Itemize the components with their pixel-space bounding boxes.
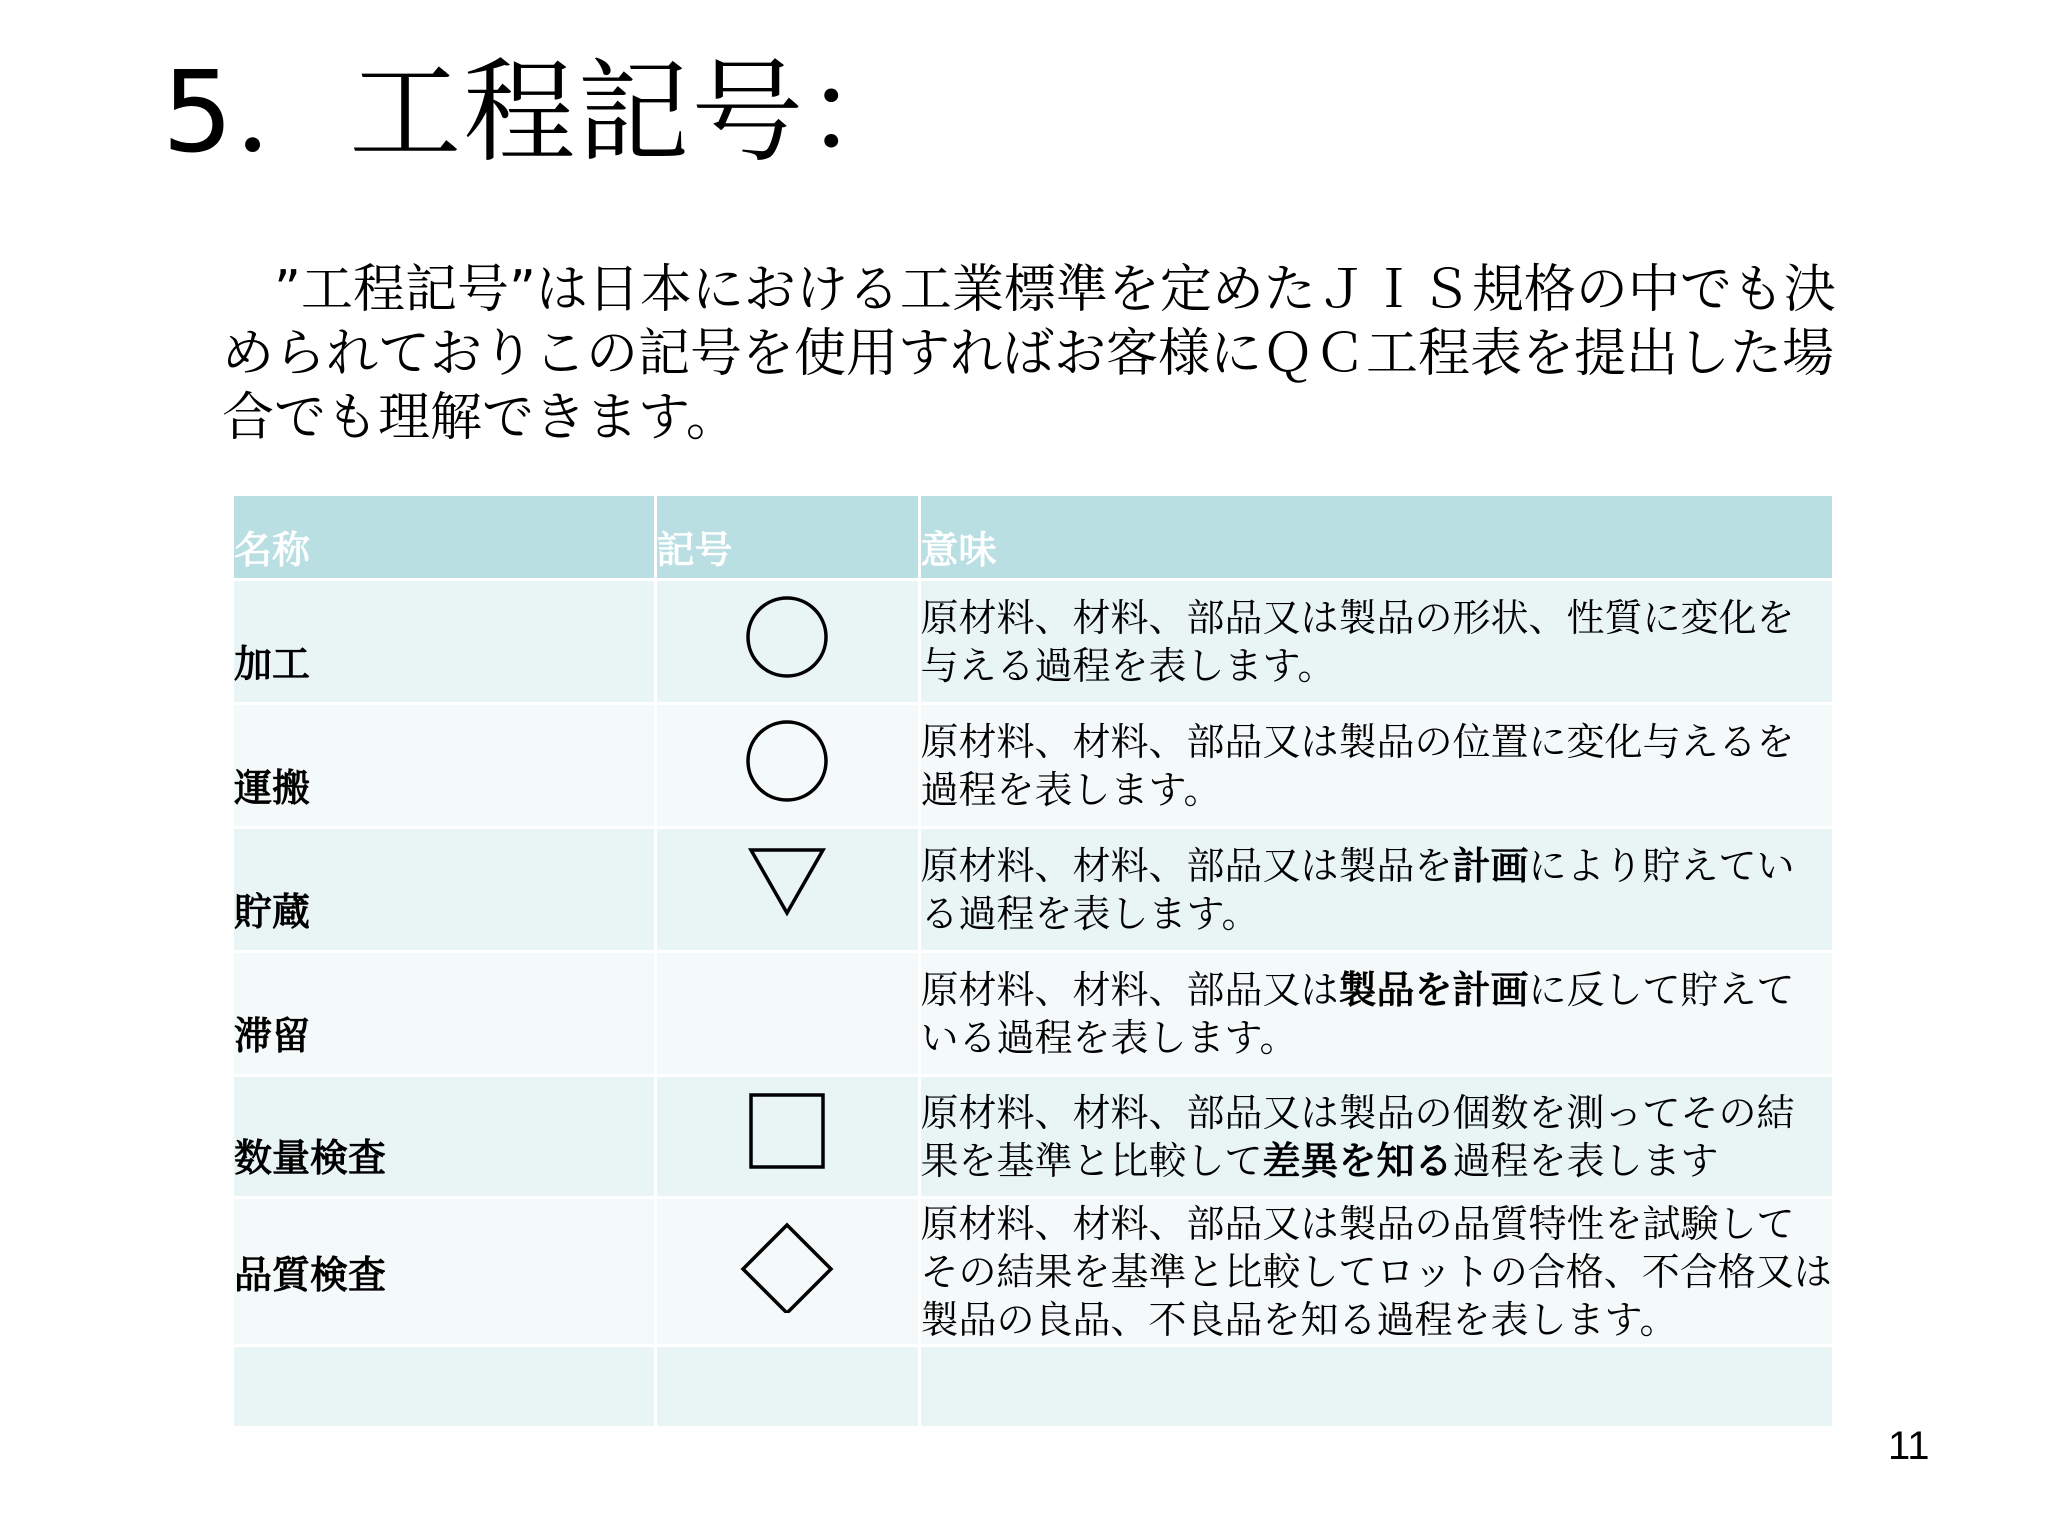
table-header-row	[234, 496, 1832, 580]
header-symbol: 記号	[655, 496, 919, 580]
process-name: 加工	[234, 580, 655, 704]
process-symbol	[655, 828, 919, 952]
table-row	[234, 1346, 1832, 1428]
process-symbol	[655, 1346, 919, 1428]
process-meaning	[919, 952, 1832, 1076]
process-name: 運搬	[234, 704, 655, 828]
process-name: 品質検査	[234, 1198, 655, 1346]
meaning-text: 原材料、材料、部品又は製品の位置に変化与えるを過程を表します。	[920, 719, 1795, 812]
table-row	[234, 1076, 1832, 1198]
process-symbol	[655, 704, 919, 828]
meaning-text: 原材料、材料、部品又は製品の品質特性を試験してその結果を基準と比較してロットの合格、不合格又は製品の良品、不良品を知る過程を表します。	[920, 1201, 1832, 1342]
process-name: 貯蔵	[234, 828, 655, 952]
process-symbol	[655, 1076, 919, 1198]
table-row	[234, 952, 1832, 1076]
table-row	[234, 580, 1832, 704]
process-meaning	[919, 828, 1832, 952]
meaning-emphasis: 計画	[1452, 843, 1529, 888]
meaning-text: 原材料、材料、部品又は	[920, 967, 1339, 1012]
table-row	[234, 1198, 1832, 1346]
meaning-emphasis: 差異を知る	[1262, 1138, 1453, 1183]
process-meaning	[919, 1346, 1832, 1428]
process-meaning	[919, 704, 1832, 828]
slide-title: 5．工程記号：	[162, 48, 920, 178]
table-row	[234, 828, 1832, 952]
meaning-emphasis: 製品を計画	[1338, 967, 1529, 1012]
circle-icon	[737, 713, 837, 813]
process-name: 滞留	[234, 952, 655, 1076]
header-name: 名称	[234, 496, 655, 580]
down-triangle-icon	[737, 837, 837, 937]
meaning-text: により貯えている過程を表します。	[920, 843, 1795, 936]
meaning-text: 過程を表します	[1452, 1138, 1719, 1183]
meaning-text: 原材料、材料、部品又は製品の形状、性質に変化を与える過程を表します。	[920, 595, 1795, 688]
process-symbol	[655, 1198, 919, 1346]
table-row	[234, 704, 1832, 828]
intro-text: ”工程記号”は日本における工業標準を定めたＪＩＳ規格の中でも決められておりこの記号を使用すればお客様にＱＣ工程表を提出した場合でも理解できます。	[222, 260, 1836, 448]
process-name: 数量検査	[234, 1076, 655, 1198]
process-symbol	[655, 580, 919, 704]
process-symbol-table	[234, 496, 1832, 1429]
process-name	[234, 1346, 655, 1428]
process-symbol	[655, 952, 919, 1076]
square-icon	[737, 1085, 837, 1185]
process-meaning	[919, 580, 1832, 704]
meaning-text: に反して貯えている過程を表します。	[920, 967, 1795, 1060]
process-meaning	[919, 1198, 1832, 1346]
circle-icon	[737, 589, 837, 689]
intro-paragraph	[222, 258, 1842, 450]
page-number: 11	[1888, 1424, 1930, 1468]
meaning-text: 原材料、材料、部品又は製品を	[920, 843, 1453, 888]
header-meaning: 意味	[919, 496, 1832, 580]
diamond-icon	[737, 1213, 837, 1313]
meaning-text: 原材料、材料、部品又は製品の個数を測ってその結果を基準と比較して	[920, 1090, 1795, 1183]
process-meaning	[919, 1076, 1832, 1198]
